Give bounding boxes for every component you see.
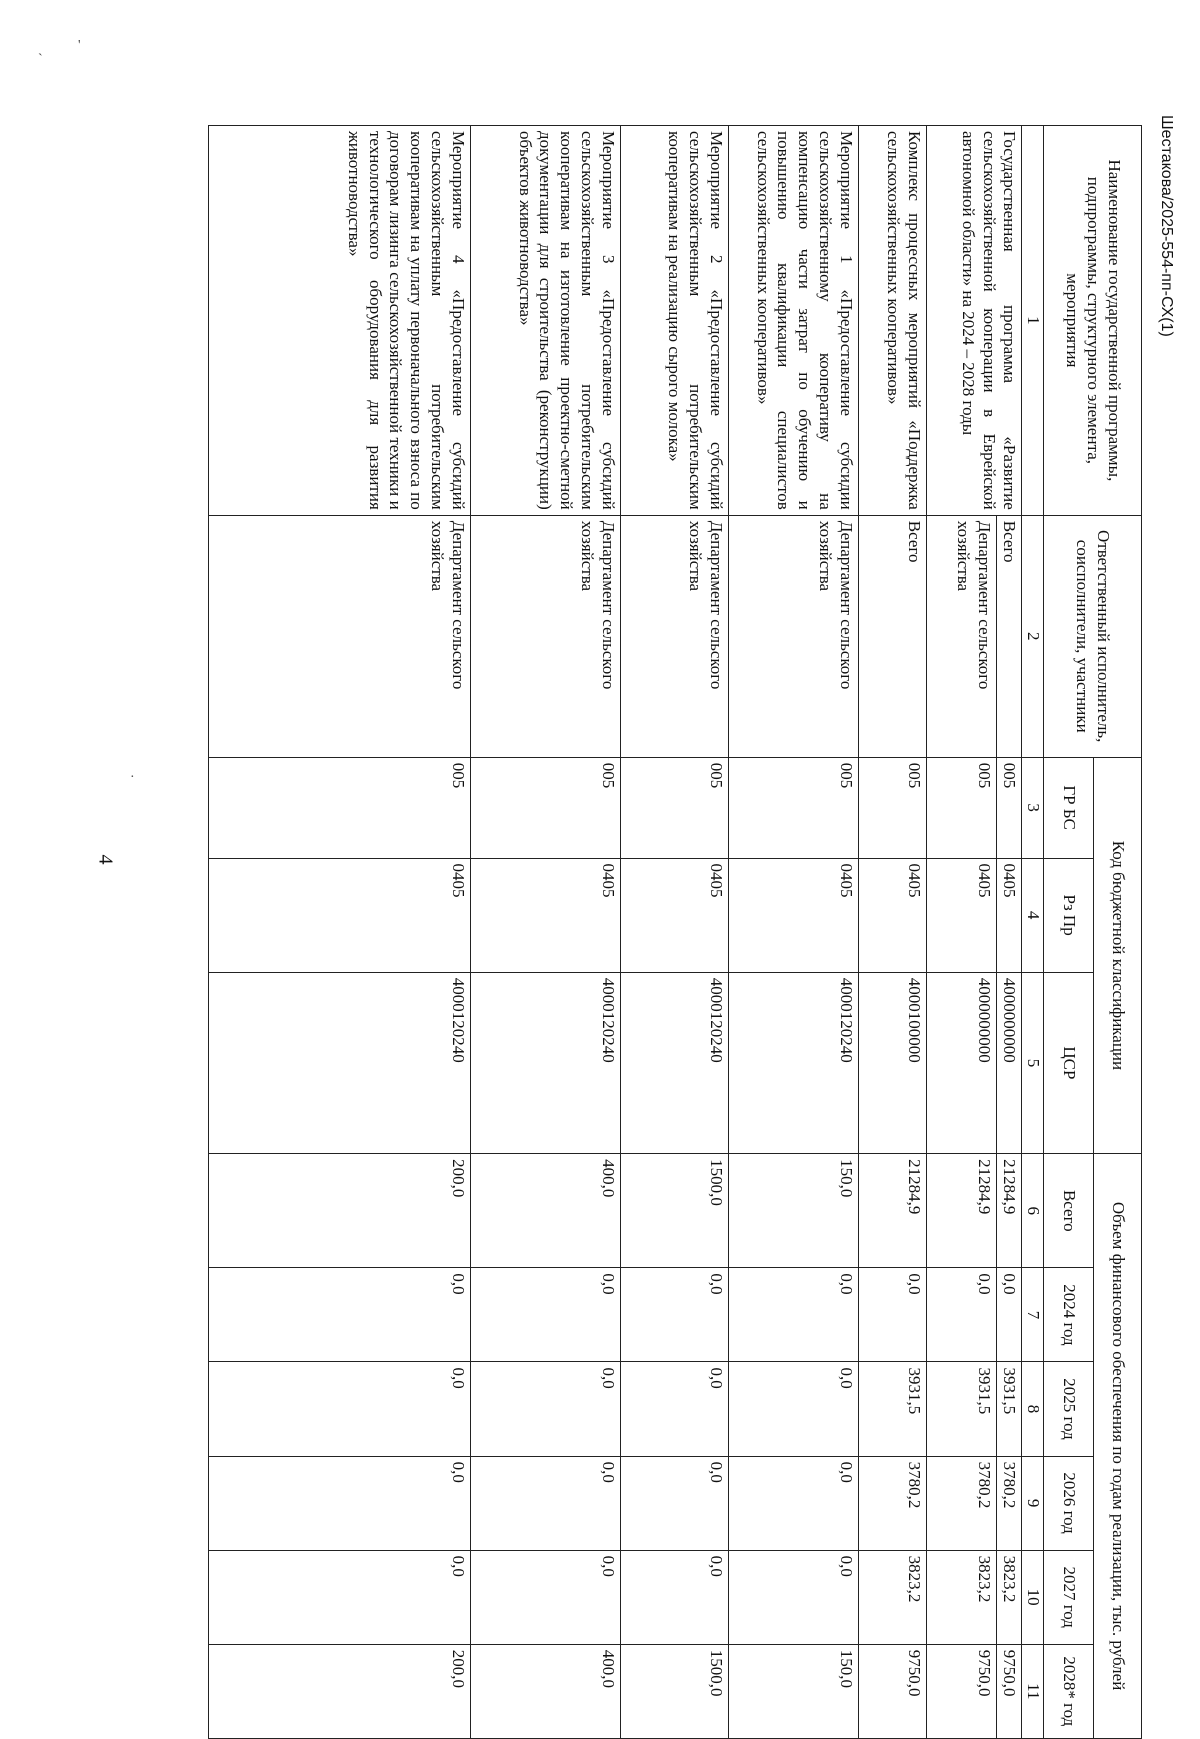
header-grbs: ГР БС xyxy=(1044,757,1094,858)
row-grbs: 005 xyxy=(470,757,620,858)
row-2025: 3931,5 xyxy=(926,1362,996,1456)
header-budget-code: Код бюджетной классификации xyxy=(1094,757,1142,1153)
row-csr: 4000000000 xyxy=(926,972,996,1153)
row-rzpr: 0405 xyxy=(926,858,996,972)
table-row xyxy=(209,126,471,1739)
header-2028: 2028* год xyxy=(1044,1644,1094,1738)
row-total: 200,0 xyxy=(209,1154,471,1268)
row-2027: 0,0 xyxy=(620,1550,728,1644)
row-csr: 4000120240 xyxy=(728,972,858,1153)
rotated-table-page xyxy=(208,125,1142,1739)
row-2027: 0,0 xyxy=(209,1550,471,1644)
row-2024: 0,0 xyxy=(858,1268,926,1362)
row-grbs: 005 xyxy=(209,757,471,858)
footer-code: Шестакова/2025-554-пп-СХ(1) xyxy=(1158,115,1175,337)
row-name: Мероприятие 3 «Предоставление субсидий сельскохозяйственным потребительским кооперативам на изготовление проектно-сметной документации для строительства (реконструкции) объектов животноводства» xyxy=(470,126,620,516)
page-number: 4 xyxy=(94,854,117,865)
header-2025: 2025 год xyxy=(1044,1362,1094,1456)
scan-mark: · xyxy=(130,770,135,785)
row-rzpr: 0405 xyxy=(728,858,858,972)
row-2025: 0,0 xyxy=(470,1362,620,1456)
column-number: 8 xyxy=(1022,1362,1044,1456)
row-2026: 3780,2 xyxy=(858,1456,926,1550)
row-2024: 0,0 xyxy=(620,1268,728,1362)
row-name: Мероприятие 1 «Предоставление субсидии сельскохозяйственному кооперативу на компенсацию части затрат по обучению и повышению квалификации специалистов сельскохозяйственных кооперативов» xyxy=(728,126,858,516)
column-number: 10 xyxy=(1022,1550,1044,1644)
row-2025: 0,0 xyxy=(209,1362,471,1456)
row-name: Комплекс процессных мероприятий «Поддержка сельскохозяйственных кооперативов» xyxy=(858,126,926,516)
column-number: 6 xyxy=(1022,1154,1044,1268)
row-csr: 4000120240 xyxy=(209,972,471,1153)
row-2025: 0,0 xyxy=(728,1362,858,1456)
table-row xyxy=(620,126,728,1739)
row-2028: 9750,0 xyxy=(926,1644,996,1738)
row-total: 400,0 xyxy=(470,1154,620,1268)
column-number: 7 xyxy=(1022,1268,1044,1362)
row-responsible: Всего xyxy=(858,515,926,757)
row-2024: 0,0 xyxy=(996,1268,1022,1362)
row-csr: 4000000000 xyxy=(996,972,1022,1153)
row-2026: 0,0 xyxy=(620,1456,728,1550)
header-2026: 2026 год xyxy=(1044,1456,1094,1550)
row-2025: 0,0 xyxy=(620,1362,728,1456)
row-rzpr: 0405 xyxy=(620,858,728,972)
column-number: 5 xyxy=(1022,972,1044,1153)
row-2026: 0,0 xyxy=(728,1456,858,1550)
table-row xyxy=(728,126,858,1739)
column-number: 2 xyxy=(1022,515,1044,757)
row-total: 1500,0 xyxy=(620,1154,728,1268)
row-2028: 400,0 xyxy=(470,1644,620,1738)
column-number: 11 xyxy=(1022,1644,1044,1738)
row-csr: 4000120240 xyxy=(470,972,620,1153)
row-responsible: Всего xyxy=(996,515,1022,757)
row-2025: 3931,5 xyxy=(858,1362,926,1456)
table-row xyxy=(858,126,926,1739)
header-finance: Объем финансового обеспечения по годам реализации, тыс. рублей xyxy=(1094,1154,1142,1739)
row-grbs: 005 xyxy=(728,757,858,858)
row-2027: 3823,2 xyxy=(996,1550,1022,1644)
row-grbs: 005 xyxy=(620,757,728,858)
row-2024: 0,0 xyxy=(209,1268,471,1362)
row-responsible: Департамент сельского хозяйства xyxy=(620,515,728,757)
column-number: 1 xyxy=(1022,126,1044,516)
header-2024: 2024 год xyxy=(1044,1268,1094,1362)
header-total: Всего xyxy=(1044,1154,1094,1268)
row-responsible: Департамент сельского хозяйства xyxy=(728,515,858,757)
scan-mark: ` xyxy=(38,52,43,67)
row-total: 150,0 xyxy=(728,1154,858,1268)
header-responsible: Ответственный исполнитель, соисполнители, участники xyxy=(1044,515,1142,757)
column-number: 3 xyxy=(1022,757,1044,858)
column-number: 4 xyxy=(1022,858,1044,972)
row-2024: 0,0 xyxy=(926,1268,996,1362)
row-2026: 0,0 xyxy=(209,1456,471,1550)
table-row xyxy=(996,126,1022,1739)
row-csr: 4000120240 xyxy=(620,972,728,1153)
header-name: Наименование государственной программы, подпрограммы, структурного элемента, мероприятия xyxy=(1044,126,1142,516)
row-grbs: 005 xyxy=(996,757,1022,858)
row-name: Мероприятие 4 «Предоставление субсидий сельскохозяйственным потребительским кооперативам на уплату первоначального взноса по договорам лизинга сельскохозяйственной техники и технологического оборудования для развития животноводства» xyxy=(209,126,471,516)
finance-table xyxy=(208,125,1142,1739)
row-total: 21284,9 xyxy=(858,1154,926,1268)
row-responsible: Департамент сельского хозяйства xyxy=(209,515,471,757)
row-2026: 3780,2 xyxy=(996,1456,1022,1550)
row-2027: 0,0 xyxy=(470,1550,620,1644)
row-2028: 150,0 xyxy=(728,1644,858,1738)
table-row xyxy=(470,126,620,1739)
row-2026: 0,0 xyxy=(470,1456,620,1550)
row-total: 21284,9 xyxy=(996,1154,1022,1268)
row-rzpr: 0405 xyxy=(470,858,620,972)
row-2028: 9750,0 xyxy=(858,1644,926,1738)
row-2024: 0,0 xyxy=(728,1268,858,1362)
scan-mark: ' xyxy=(78,38,81,53)
row-2025: 3931,5 xyxy=(996,1362,1022,1456)
row-2028: 1500,0 xyxy=(620,1644,728,1738)
row-2028: 9750,0 xyxy=(996,1644,1022,1738)
row-2028: 200,0 xyxy=(209,1644,471,1738)
row-responsible: Департамент сельского хозяйства xyxy=(926,515,996,757)
header-csr: ЦСР xyxy=(1044,972,1094,1153)
row-responsible: Департамент сельского хозяйства xyxy=(470,515,620,757)
row-2027: 3823,2 xyxy=(858,1550,926,1644)
row-total: 21284,9 xyxy=(926,1154,996,1268)
header-2027: 2027 год xyxy=(1044,1550,1094,1644)
row-2027: 3823,2 xyxy=(926,1550,996,1644)
row-grbs: 005 xyxy=(858,757,926,858)
row-2026: 3780,2 xyxy=(926,1456,996,1550)
row-2027: 0,0 xyxy=(728,1550,858,1644)
row-name: Мероприятие 2 «Предоставление субсидий сельскохозяйственным потребительским кооперативам на реализацию сырого молока» xyxy=(620,126,728,516)
row-rzpr: 0405 xyxy=(209,858,471,972)
row-grbs: 005 xyxy=(926,757,996,858)
column-number-row xyxy=(1022,126,1044,1739)
row-2024: 0,0 xyxy=(470,1268,620,1362)
row-rzpr: 0405 xyxy=(858,858,926,972)
row-csr: 4000100000 xyxy=(858,972,926,1153)
row-name: Государственная программа «Развитие сельскохозяйственной кооперации в Еврейской автономной области» на 2024 – 2028 годы xyxy=(926,126,1022,516)
row-rzpr: 0405 xyxy=(996,858,1022,972)
header-rzpr: Рз Пр xyxy=(1044,858,1094,972)
column-number: 9 xyxy=(1022,1456,1044,1550)
